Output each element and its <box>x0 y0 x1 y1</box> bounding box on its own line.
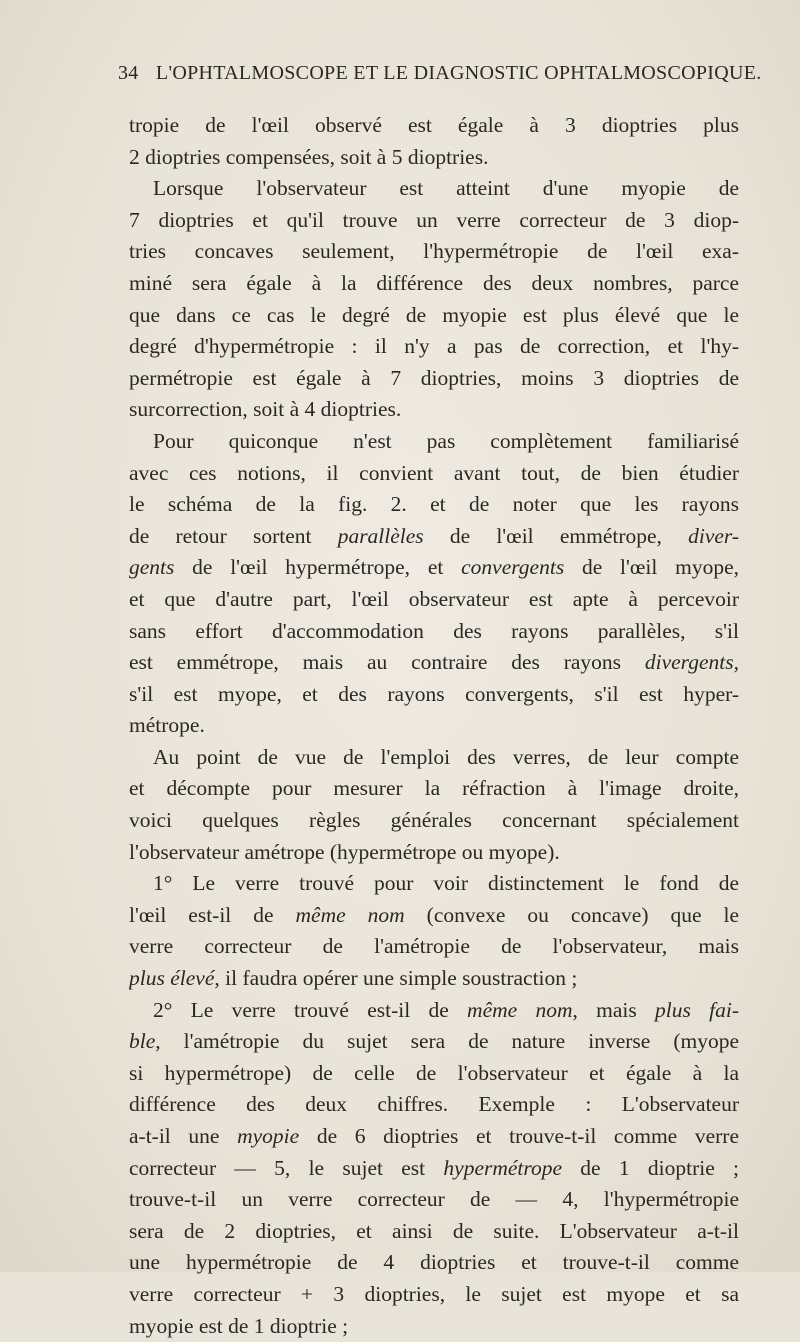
text-line <box>129 173 739 205</box>
text-line <box>129 963 739 995</box>
italic-text: diver- <box>688 523 739 548</box>
text-line <box>129 868 739 900</box>
text-run: tropie de l'œil observé est égale à 3 dioptries plus <box>129 113 739 137</box>
text-line <box>129 521 739 553</box>
text-run: 2 dioptries compensées, soit à 5 dioptries. <box>129 144 489 169</box>
text-run: et décompte pour mesurer la réfraction à l'image droite, <box>129 776 739 801</box>
text-line <box>129 931 739 963</box>
text-line <box>129 205 739 237</box>
text-run: de 6 dioptries et trouve-t-il comme verre <box>299 1124 739 1148</box>
text-run: et que d'autre part, l'œil observateur est apte à percevoir <box>129 586 739 611</box>
text-run: 1° Le verre trouvé pour voir distinctement le fond de <box>153 871 739 896</box>
text-run: verre correcteur de l'amétropie de l'observateur, mais <box>129 934 739 959</box>
italic-text: même nom <box>467 997 573 1022</box>
text-line <box>129 268 739 300</box>
text-line <box>129 394 739 426</box>
text-run: , mais <box>572 997 656 1022</box>
text-run: correcteur — 5, le sujet est <box>129 1155 444 1180</box>
text-run: de 1 dioptrie ; <box>562 1155 739 1180</box>
text-run: le schéma de la fig. 2. et de noter que les rayons <box>129 492 739 517</box>
text-line <box>129 363 739 395</box>
text-line <box>129 1279 739 1311</box>
text-run: avec ces notions, il convient avant tout, de bien étudier <box>129 460 739 485</box>
text-line <box>129 1121 739 1153</box>
page-number: 34 <box>118 62 139 84</box>
text-line <box>129 331 739 363</box>
text-line <box>129 647 739 679</box>
text-line <box>129 710 739 742</box>
italic-text: parallèles <box>337 523 424 548</box>
text-run: , il faudra opérer une simple soustraction ; <box>214 966 578 991</box>
italic-text: plus élevé <box>129 966 215 991</box>
text-line <box>129 1311 739 1342</box>
running-title: L'OPHTALMOSCOPE ET LE DIAGNOSTIC OPHTALMOSCOPIQUE. <box>155 62 762 84</box>
text-line <box>129 489 739 521</box>
text-line <box>129 995 739 1027</box>
text-line <box>129 616 739 648</box>
text-line <box>129 742 739 774</box>
text-line <box>129 1184 739 1216</box>
text-line <box>129 142 739 174</box>
text-run: , l'amétropie du sujet sera de nature inverse (myope <box>155 1029 739 1054</box>
text-line <box>129 300 739 332</box>
text-line <box>129 584 739 616</box>
text-run: que dans ce cas le degré de myopie est plus élevé que le <box>129 302 739 327</box>
text-line <box>129 110 739 142</box>
italic-text: même nom <box>295 902 405 927</box>
text-line <box>129 1089 739 1121</box>
text-run: miné sera égale à la différence des deux nombres, parce <box>129 270 739 295</box>
italic-text: divergents, <box>644 650 739 675</box>
text-run: voici quelques règles générales concernant spécialement <box>129 808 739 833</box>
text-run: une hypermétropie de 4 dioptries et trouve-t-il comme <box>129 1250 739 1275</box>
italic-text: gents <box>129 555 175 580</box>
text-run: de l'œil hypermétrope, et <box>174 555 462 580</box>
text-run: Pour quiconque n'est pas complètement familiarisé <box>153 428 739 453</box>
italic-text: myopie <box>237 1124 300 1148</box>
text-run: sans effort d'accommodation des rayons parallèles, s'il <box>129 618 739 643</box>
text-line <box>129 1058 739 1090</box>
text-run: degré d'hypermétropie : il n'y a pas de correction, et l'hy- <box>129 334 739 359</box>
text-run: s'il est myope, et des rayons convergents, s'il est hyper- <box>129 681 739 706</box>
text-line <box>129 679 739 711</box>
text-run: de l'œil myope, <box>564 555 739 580</box>
text-run: surcorrection, soit à 4 dioptries. <box>129 397 402 422</box>
text-run: de l'œil emmétrope, <box>423 523 689 548</box>
text-line <box>129 805 739 837</box>
body-text <box>129 110 739 1342</box>
italic-text: plus fai- <box>655 997 739 1022</box>
text-run: différence des deux chiffres. Exemple : L'observateur <box>129 1092 739 1117</box>
italic-text: ble <box>129 1029 156 1054</box>
text-line <box>129 900 739 932</box>
text-run: trouve-t-il un verre correcteur de — 4, l'hypermétropie <box>129 1187 739 1212</box>
text-run: métrope. <box>129 713 205 738</box>
text-run: l'œil est-il de <box>129 902 296 927</box>
text-run: tries concaves seulement, l'hypermétropie de l'œil exa- <box>129 239 739 264</box>
text-run: (convexe ou concave) que le <box>404 902 739 927</box>
text-line <box>129 837 739 869</box>
text-line <box>129 773 739 805</box>
text-line <box>129 426 739 458</box>
text-line <box>129 1216 739 1248</box>
text-run: myopie est de 1 dioptrie ; <box>129 1313 349 1338</box>
italic-text: convergents <box>461 555 565 580</box>
text-run: a-t-il une <box>129 1124 238 1148</box>
text-run: l'observateur amétrope (hypermétrope ou myope). <box>129 839 560 864</box>
text-run: permétropie est égale à 7 dioptries, moins 3 dioptries de <box>129 365 739 390</box>
running-header <box>118 62 762 85</box>
text-run: 2° Le verre trouvé est-il de <box>153 997 468 1022</box>
text-run: sera de 2 dioptries, et ainsi de suite. L'observateur a-t-il <box>129 1218 739 1243</box>
text-run: si hypermétrope) de celle de l'observateur et égale à la <box>129 1060 739 1085</box>
text-run: de retour sortent <box>129 523 338 548</box>
text-run: verre correcteur + 3 dioptries, le sujet est myope et sa <box>129 1281 739 1306</box>
text-line <box>129 236 739 268</box>
text-run: Au point de vue de l'emploi des verres, de leur compte <box>153 744 739 769</box>
text-run: est emmétrope, mais au contraire des rayons <box>129 650 645 675</box>
text-line <box>129 1026 739 1058</box>
text-line <box>129 1247 739 1279</box>
text-line <box>129 1153 739 1185</box>
text-run: 7 dioptries et qu'il trouve un verre correcteur de 3 diop- <box>129 207 739 232</box>
text-line <box>129 458 739 490</box>
italic-text: hypermétrope <box>443 1155 563 1180</box>
text-line <box>129 552 739 584</box>
text-run: Lorsque l'observateur est atteint d'une myopie de <box>153 176 739 201</box>
